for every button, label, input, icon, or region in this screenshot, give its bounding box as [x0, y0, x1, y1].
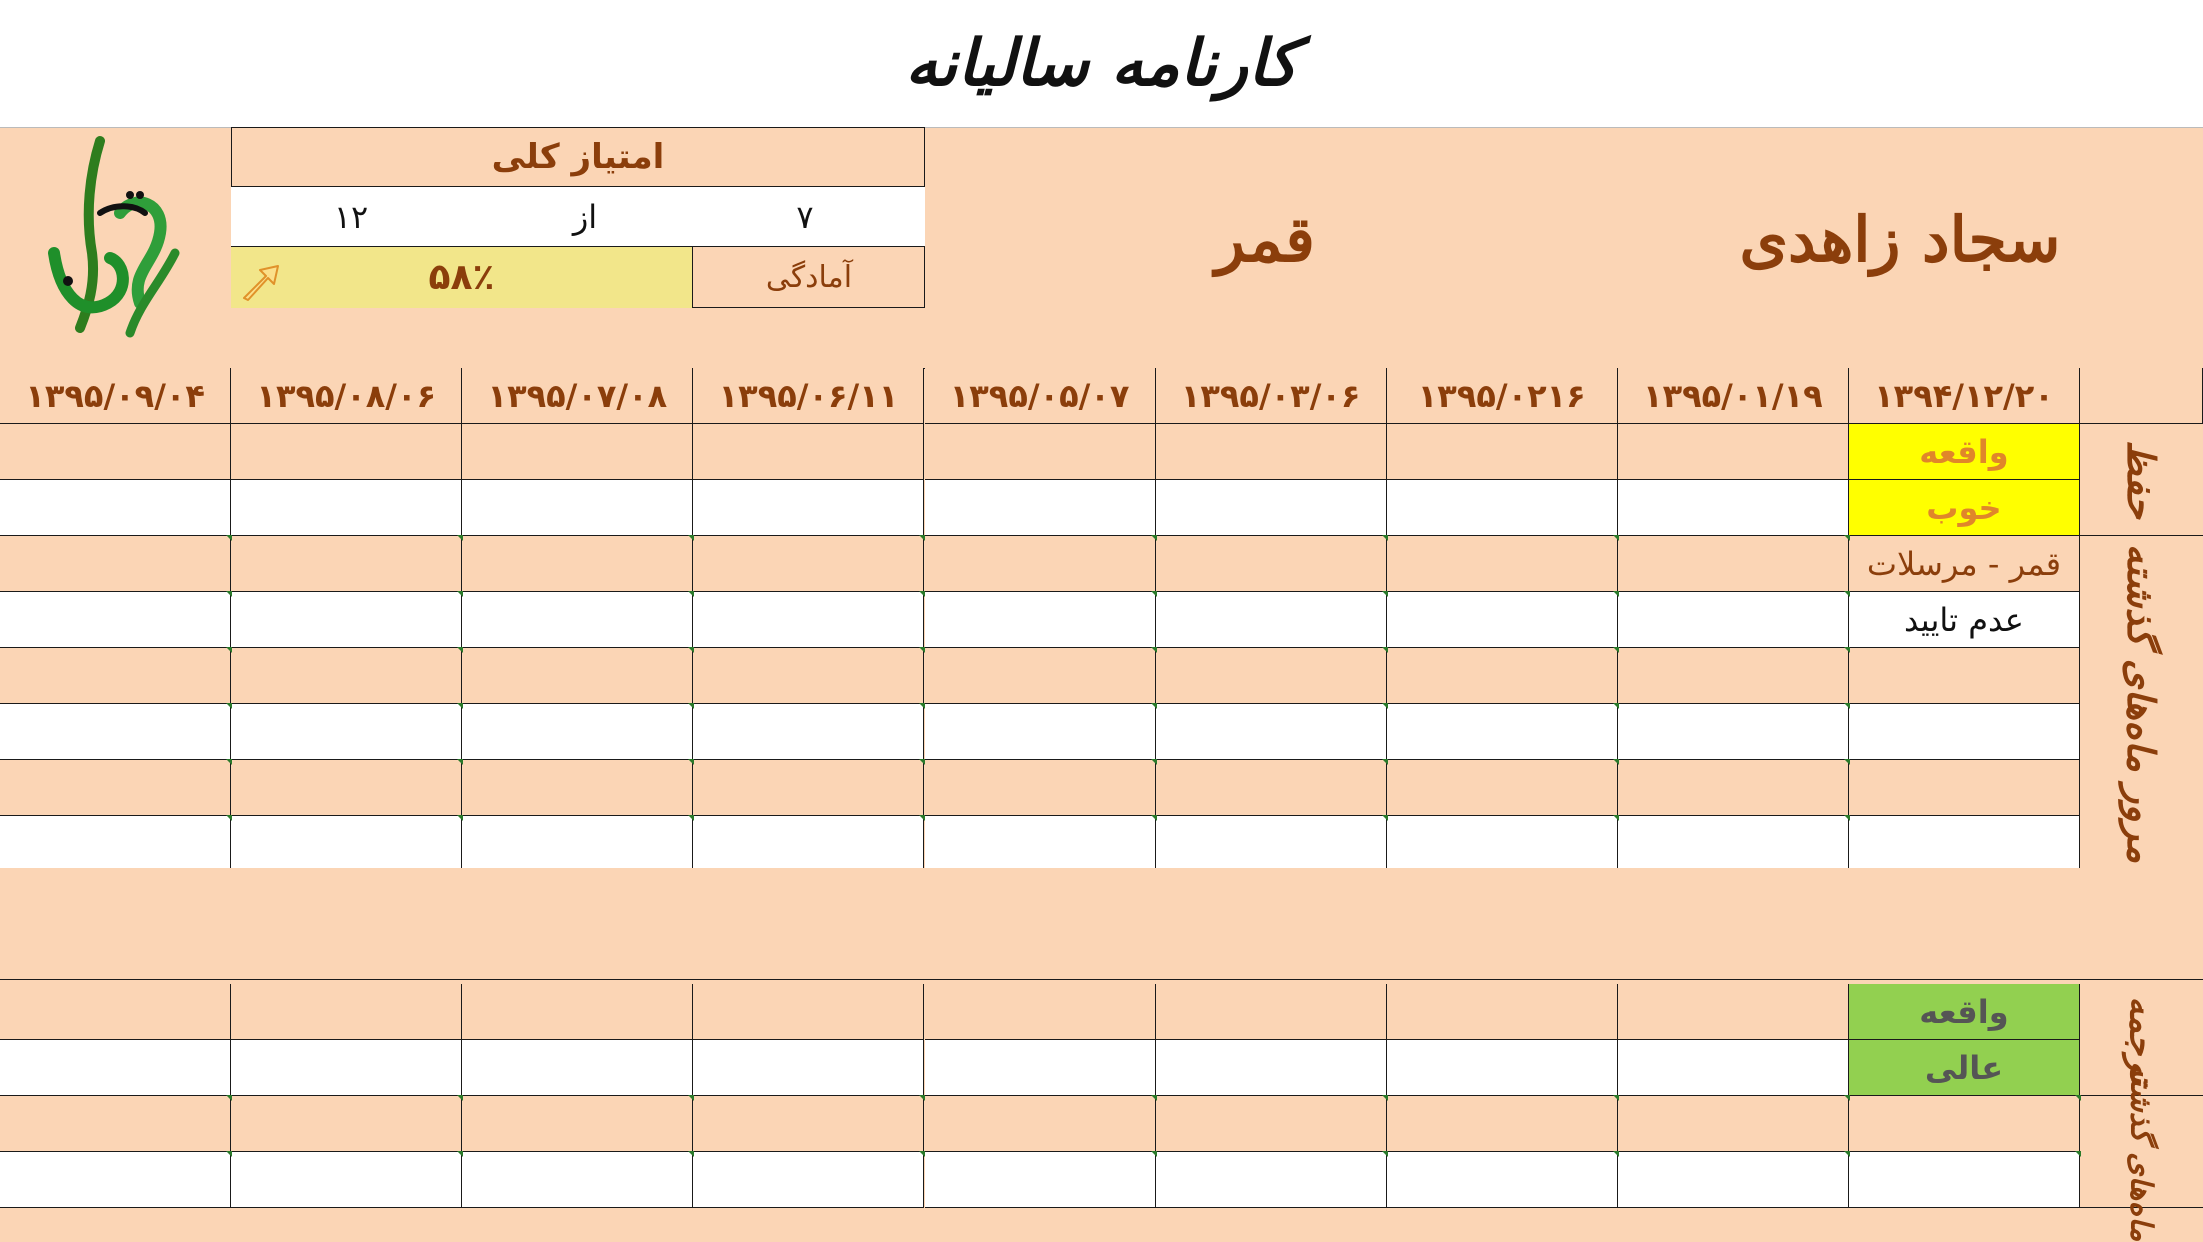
review-cell: [1618, 816, 1849, 872]
review-cell: [693, 816, 924, 872]
date-header: ۱۳۹۵/۰۶/۱۱: [693, 368, 924, 424]
review-cell: [462, 760, 693, 816]
translation-cell: [693, 984, 924, 1040]
past-cell: [925, 1152, 1156, 1208]
review-cell: [1849, 816, 2080, 872]
translation-cell: [1387, 984, 1618, 1040]
review-cell: [0, 816, 231, 872]
review-cell: [462, 592, 693, 648]
date-header: ۱۳۹۵/۰۳/۰۶: [1156, 368, 1387, 424]
review-cell: [0, 536, 231, 592]
date-header: ۱۳۹۴/۱۲/۲۰: [1849, 368, 2080, 424]
review-cell: [462, 704, 693, 760]
date-header: ۱۳۹۵/۰۲۱۶: [1387, 368, 1618, 424]
date-header: ۱۳۹۵/۰۹/۰۴: [0, 368, 231, 424]
translation-cell: [1156, 984, 1387, 1040]
review-cell: [231, 704, 462, 760]
score-value: ۷: [796, 198, 814, 236]
review-cell: [0, 704, 231, 760]
hifz-cell: [462, 424, 693, 480]
overall-score-title: امتیاز کلی: [231, 127, 925, 187]
hifz-cell: [1156, 424, 1387, 480]
review-cell: [0, 760, 231, 816]
review-cell: [1156, 648, 1387, 704]
score-of-label: از: [572, 198, 598, 236]
surah-name: قمر: [1215, 203, 1315, 276]
review-cell: [1849, 648, 2080, 704]
past-cell: [1387, 1096, 1618, 1152]
review-cell: [693, 648, 924, 704]
review-cell: [1156, 536, 1387, 592]
readiness-label: آمادگی: [765, 260, 853, 295]
hifz-grade-cell: [1156, 480, 1387, 536]
review-cell: [1156, 760, 1387, 816]
corner-cell: [2080, 368, 2203, 424]
hifz-grade-cell: خوب: [1849, 480, 2080, 536]
translation-label-text: ترجمه: [2121, 995, 2162, 1084]
review-cell: [1849, 760, 2080, 816]
hifz-cell: [1618, 424, 1849, 480]
translation-cell: [0, 984, 231, 1040]
hifz-label: [2080, 424, 2203, 536]
translation-grade-cell: [925, 1040, 1156, 1096]
translation-cell: [462, 984, 693, 1040]
hifz-grade-cell: [0, 480, 231, 536]
translation-grade-cell: [693, 1040, 924, 1096]
review-label: [2080, 536, 2203, 872]
past-cell: [1849, 1096, 2080, 1152]
review-cell: [1618, 704, 1849, 760]
review-cell: [1387, 704, 1618, 760]
review-cell: [1156, 592, 1387, 648]
hifz-grade-cell: [462, 480, 693, 536]
review-cell: [925, 648, 1156, 704]
review-cell: [1618, 760, 1849, 816]
review-cell: [1387, 760, 1618, 816]
translation-cell: [925, 984, 1156, 1040]
review-cell: [1618, 592, 1849, 648]
hifz-cell: واقعه: [1849, 424, 2080, 480]
past-months-label-text: ماه‌های گذشته: [2124, 1061, 2159, 1242]
page-title: کارنامه سالیانه: [905, 26, 1298, 101]
review-label-text: مرور ماه‌های گذشته: [2119, 543, 2164, 864]
date-header: ۱۳۹۵/۰۷/۰۸: [462, 368, 693, 424]
gap-band: [0, 868, 2203, 980]
hifz-label-text: حفظ: [2118, 440, 2164, 519]
translation-grade-cell: [1387, 1040, 1618, 1096]
hifz-cell: [1387, 424, 1618, 480]
review-cell: [1387, 592, 1618, 648]
past-cell: [1849, 1152, 2080, 1208]
review-cell: [231, 760, 462, 816]
review-cell: [462, 536, 693, 592]
past-cell: [1156, 1152, 1387, 1208]
date-header: ۱۳۹۵/۰۱/۱۹: [1618, 368, 1849, 424]
review-cell: [0, 592, 231, 648]
hifz-grade-cell: [925, 480, 1156, 536]
review-cell: [1849, 704, 2080, 760]
translation-grade-cell: [0, 1040, 231, 1096]
hifz-cell: [231, 424, 462, 480]
past-cell: [925, 1096, 1156, 1152]
review-cell: [693, 536, 924, 592]
past-cell: [0, 1096, 231, 1152]
review-cell: [1387, 536, 1618, 592]
student-name: سجاد زاهدی: [1739, 203, 2061, 276]
review-cell: [0, 648, 231, 704]
translation-grade-cell: [1156, 1040, 1387, 1096]
hifz-grade-cell: [1387, 480, 1618, 536]
date-header: ۱۳۹۵/۰۸/۰۶: [231, 368, 462, 424]
review-cell: [1618, 648, 1849, 704]
past-cell: [1618, 1096, 1849, 1152]
past-months-label: [2080, 1061, 2203, 1242]
review-cell: [1618, 536, 1849, 592]
hifz-cell: [925, 424, 1156, 480]
review-cell: [1156, 704, 1387, 760]
past-cell: [1618, 1152, 1849, 1208]
review-cell: [1387, 648, 1618, 704]
review-cell: [231, 648, 462, 704]
past-cell: [1387, 1152, 1618, 1208]
review-cell: [925, 704, 1156, 760]
past-cell: [231, 1152, 462, 1208]
translation-grade-cell: [231, 1040, 462, 1096]
trend-up-arrow-icon: [240, 262, 282, 304]
past-cell: [693, 1152, 924, 1208]
hifz-cell: [0, 424, 231, 480]
translation-cell: [1618, 984, 1849, 1040]
review-cell: [231, 816, 462, 872]
review-cell: قمر - مرسلات: [1849, 536, 2080, 592]
review-cell: [1387, 816, 1618, 872]
hifz-grade-cell: [1618, 480, 1849, 536]
translation-grade-cell: [1618, 1040, 1849, 1096]
hifz-grade-cell: [231, 480, 462, 536]
review-cell: [925, 760, 1156, 816]
past-cell: [231, 1096, 462, 1152]
logo-emblem: [40, 133, 190, 343]
score-row: [231, 187, 925, 247]
review-cell: [693, 592, 924, 648]
past-cell: [693, 1096, 924, 1152]
translation-cell: واقعه: [1849, 984, 2080, 1040]
review-cell: [462, 648, 693, 704]
review-cell: [1156, 816, 1387, 872]
past-cell: [1156, 1096, 1387, 1152]
review-cell: عدم تایید: [1849, 592, 2080, 648]
translation-grade-cell: عالی: [1849, 1040, 2080, 1096]
review-cell: [231, 536, 462, 592]
translation-grade-cell: [462, 1040, 693, 1096]
review-cell: [925, 536, 1156, 592]
score-total: ۱۲: [333, 198, 369, 236]
review-cell: [693, 704, 924, 760]
hifz-grade-cell: [693, 480, 924, 536]
review-cell: [925, 816, 1156, 872]
readiness-value: ۵۸٪: [231, 247, 693, 308]
past-cell: [462, 1096, 693, 1152]
past-cell: [0, 1152, 231, 1208]
review-cell: [925, 592, 1156, 648]
review-cell: [693, 760, 924, 816]
review-cell: [231, 592, 462, 648]
hifz-cell: [693, 424, 924, 480]
review-cell: [462, 816, 693, 872]
date-header: ۱۳۹۵/۰۵/۰۷: [925, 368, 1156, 424]
translation-cell: [231, 984, 462, 1040]
past-cell: [462, 1152, 693, 1208]
